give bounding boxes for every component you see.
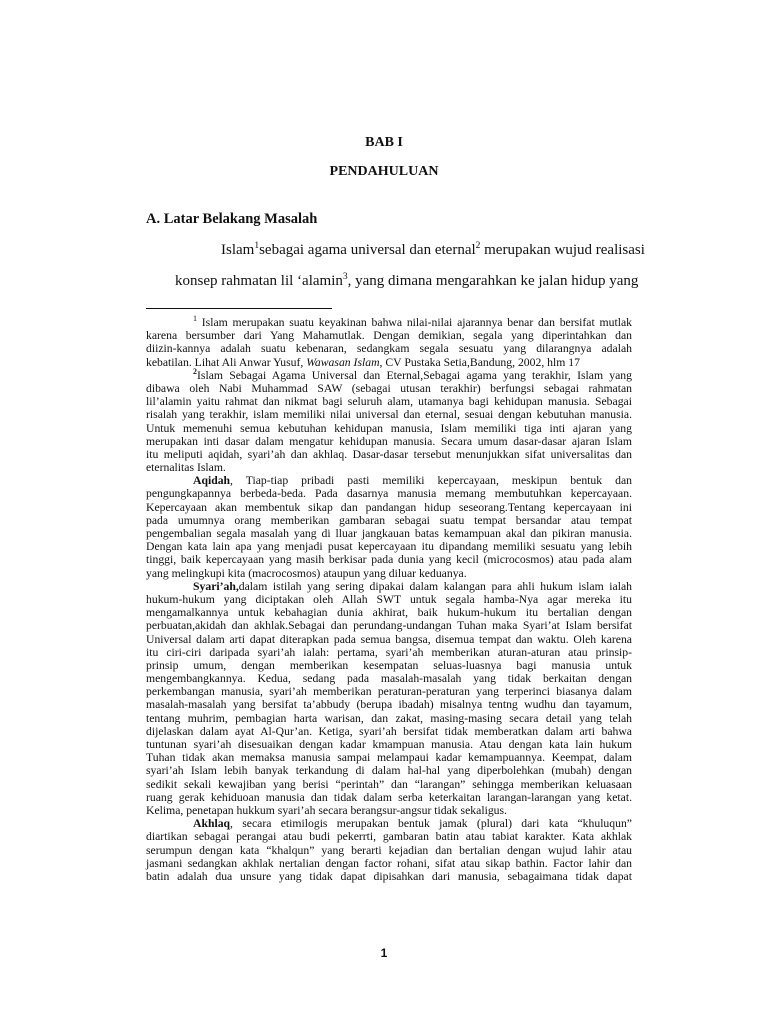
text-run: dibawa oleh Nabi Muhammad SAW (sebagai utusan terakhir) berfungsi sebagai rahmatan: [146, 381, 632, 395]
bold-text: Akhlaq: [193, 817, 231, 831]
text-run: masalah-masalah yang bersifat ta’abbudy (berupa ibadah) misalnya tentng wudhu dan tayamum,: [146, 698, 632, 712]
footnote-line: [146, 408, 632, 421]
bold-text: Aqidah: [193, 474, 231, 488]
footnote-line: [146, 540, 632, 553]
text-run: Kelima, penetapan hukkum syari’ah secara berangsur-angsur tidak sekaligus.: [146, 803, 507, 817]
text-run: Universal dalam arti dapat diterapkan pada semua bangsa, disemua tempat dan waktu. Oleh karena: [146, 632, 632, 646]
text-run: pengungkapannya berbeda-beda. Pada dasarnya manusia memang membutuhkan kepercayaan.: [146, 487, 632, 501]
text-run: Islam: [221, 242, 255, 258]
footnote-line: [146, 501, 632, 514]
text-run: merupakan inti dasar dalam mengatur kehidupan manusia. Secara umum dasar-dasar ajaran Islam: [146, 434, 632, 448]
text-run: mengamalkannya untuk kebahagian dunia akhirat, baik hukum-hukum itu bertalian dengan: [146, 606, 632, 620]
text-run: karena bersumber dari Yang Mahamutlak. Dengan demikian, segala yang diperintahkan dan: [146, 329, 632, 343]
text-run: tentang muhrim, pembagian harta warisan, dan zakat, masing-masing secara detail yang telah: [146, 711, 632, 725]
footnote-line: [146, 474, 632, 487]
text-run: sebagai agama universal dan eternal: [259, 242, 476, 258]
footnote-line: [146, 382, 632, 395]
footnote-line: [146, 366, 632, 382]
footnote-line: [146, 633, 632, 646]
footnote-line: [146, 580, 632, 593]
footnote-line: [146, 553, 632, 566]
bold-text: Syari’ah,: [193, 579, 239, 593]
footnote-line: [146, 461, 632, 474]
footnote-line: [146, 712, 632, 725]
footnote-line: [146, 698, 632, 711]
footnote-line: [146, 593, 632, 606]
section-heading: A. Latar Belakang Masalah: [146, 211, 318, 227]
footnote-line: [146, 764, 632, 777]
footnote-line: [146, 817, 632, 830]
footnote-line: [146, 725, 632, 738]
text-run: Dengan kata lain apa yang menjadi pusat kepercayaan itu dipandang memiliki sesuatu yang lebih: [146, 540, 632, 554]
footnote-line: [146, 830, 632, 843]
footnote-ref: 1: [254, 241, 260, 251]
footnote-line: [146, 448, 632, 461]
footnote-line: [146, 804, 632, 817]
footnote-line: [146, 791, 632, 804]
text-run: dijelaskan dalam ayat Al-Qur’an. Ketiga, syari’ah bersifat tidak memberatkan dalam arti bahwa: [146, 724, 632, 738]
text-run: hukum-hukum yang diciptakan oleh Allah SWT untuk segala hamba-Nya agar mereka itu: [146, 592, 632, 606]
footnote-line: [146, 329, 632, 342]
text-run: Kepercayaan akan membentuk sikap dan pandangan hidup seseorang.Tentang kepercayaan ini: [146, 500, 632, 514]
footnote-line: [146, 342, 632, 355]
text-run: eternalitas Islam.: [146, 461, 226, 475]
footnote-line: [146, 567, 632, 580]
italic-text: Wawasan Islam: [306, 355, 380, 369]
text-run: itu ciri-ciri daripada syari’ah ialah: pertama, syari’ah memberikan aturan-aturan atau prinsip-: [146, 645, 632, 659]
footnote-line: [146, 738, 632, 751]
text-run: perkembangan manusia, syari’ah memberikan peraturan-peraturan yang terperinci biasanya dalam: [146, 685, 632, 699]
footnote-line: [146, 857, 632, 870]
text-run: batin adalah dua unsure yang tidak dapat dipisahkan dari manusia, sebagaimana tidak dapat: [146, 869, 632, 883]
text-run: ruang gerak kehiduoan manusia dan tidak dalam serba keterkaitan larangan-larangan yang ketat.: [146, 790, 632, 804]
text-run: Islam merupakan suatu keyakinan bahwa nilai-nilai ajarannya benar dan bersifat mutlak: [197, 316, 632, 329]
text-run: dalam istilah yang sering dipakai dalam kalangan para ahli hukum islam ialah: [238, 579, 632, 593]
text-run: pengembalian segala masalah yang di lluar jangkauan batas kemampuan akal dan pikiran manusia.: [146, 527, 632, 540]
footnote-line: [146, 751, 632, 764]
footnote-line: [146, 672, 632, 685]
footnote-line: [146, 422, 632, 435]
body-text-line: [175, 268, 638, 290]
text-run: serumpun dengan kata “khalqun” yang berarti kejadian dan bertalian dengan wujud lahir atau: [146, 843, 632, 857]
text-run: pada umumnya orang memberikan gambaran sebagai suatu tempat bersandar atau tempat: [146, 513, 632, 527]
text-run: lil’alamin yaitu rahmat dan nikmat bagi seluruh alam, utamanya bagi kehidupan manusia. Sebagai: [146, 395, 632, 409]
text-run: syari’ah Islam lebih banyak terkandung di dalam hal-hal yang diperbolehkan (mubah) dengan: [146, 764, 632, 778]
footnote-ref: 3: [342, 272, 348, 282]
text-run: risalah yang terakhir, islam memiliki nilai universal dan eternal, sesuai dengan kebutuhan manusia.: [146, 408, 632, 422]
text-run: , yang dimana mengarahkan ke jalan hidup yang: [347, 273, 639, 289]
text-run: Untuk memenuhi semua kebutuhan kehidupan manusia, Islam memiliki tiga inti ajaran yang: [146, 421, 632, 435]
text-run: tuntunan syari’ah disesuaikan dengan kadar kmampuan manusia. Atau dengan kata lain hukum: [146, 738, 632, 751]
footnote-line: [146, 619, 632, 632]
text-run: prinsip umum, dengan memberikan kesempatan seluas-luasnya bagi manusia untuk: [146, 658, 632, 672]
text-run: , secara etimilogis merupakan bentuk jamak (plural) dari kata “khuluqun”: [230, 817, 632, 831]
text-run: Sebagai agama yang terakhir, Islam yang: [423, 368, 632, 382]
footnote-separator: [146, 308, 332, 309]
footnotes: [146, 316, 632, 883]
text-run: mengembangkannya. Kedua, sedang pada masalah-masalah yang tidak berkaitan dengan: [146, 672, 632, 686]
footnote-line: [146, 527, 632, 540]
chapter-number: BAB I: [365, 135, 403, 150]
footnote-line: [146, 316, 632, 329]
text-run: , Tiap-tiap pribadi pasti memiliki kepercayaan, meskipun bentuk dan: [230, 474, 632, 488]
text-run: perbuatan,akidah dan akhlak.Sebagai dan perundang-undangan Tuhan maka Syari’at Islam bersifat: [146, 619, 632, 633]
text-run: jasmani sedangkan akhlak nertalian dengan factor rohani, sifat atau sikap bathin. Factor lahir dan: [146, 856, 632, 870]
text-run: tinggi, baik kepercayaan yang masih berkisar pada dunia yang kecil (microcosmos) atau pada alam: [146, 553, 632, 567]
text-run: kebatilan. Lihat Ali Anwar Yusuf,: [146, 355, 307, 369]
footnote-line: [146, 435, 632, 448]
footnote-line: [146, 659, 632, 672]
footnote-line: [146, 870, 632, 883]
text-run: sedikit sekali kewajiban yang berisi “perintah” dan “larangan” sehingga memberikan keluasaan: [146, 777, 632, 791]
text-run: yang melingkupi kita (macrocosmos) ataupun yang diluar keduanya.: [146, 566, 467, 580]
footnote-line: [146, 685, 632, 698]
text-run: merupakan wujud realisasi: [480, 242, 645, 258]
footnote-line: [146, 514, 632, 527]
footnote-ref: 2: [475, 241, 481, 251]
text-run: Islam Sebagai Agama Universal dan Eternal,: [197, 368, 424, 382]
footnote-line: [146, 646, 632, 659]
text-run: Tuhan tidak akan memaksa manusia sampai melampaui kadar kemampuannya. Keempat, dalam: [146, 751, 632, 765]
text-run: , CV Pustaka Setia,Bandung, 2002, hlm 17: [379, 355, 580, 369]
chapter-title: PENDAHULUAN: [329, 164, 439, 179]
body-text-line: [221, 237, 645, 259]
text-run: diizin-kannya adalah suatu kebenaran, sedangkam segala sesuatu yang dilarangnya adalah: [146, 342, 632, 356]
footnote-ref: 1: [193, 314, 197, 324]
page-number: 1: [380, 946, 388, 960]
footnote-line: [146, 606, 632, 619]
footnote-line: [146, 356, 632, 369]
footnote-line: [146, 778, 632, 791]
footnote-line: [146, 487, 632, 500]
text-run: itu meliputi aqidah, syari’ah dan akhlaq. Dasar-dasar tersebut menunjukkan sifat universalitas dan: [146, 447, 632, 461]
text-run: diartikan sebagai perangai atau budi pekerrti, gambaran batin atau tabiat karakter. Kata akhlak: [146, 830, 632, 844]
footnote-line: [146, 395, 632, 408]
footnote-line: [146, 844, 632, 857]
footnote-ref: 2: [193, 366, 197, 376]
text-run: konsep rahmatan lil ‘alamin: [175, 273, 343, 289]
